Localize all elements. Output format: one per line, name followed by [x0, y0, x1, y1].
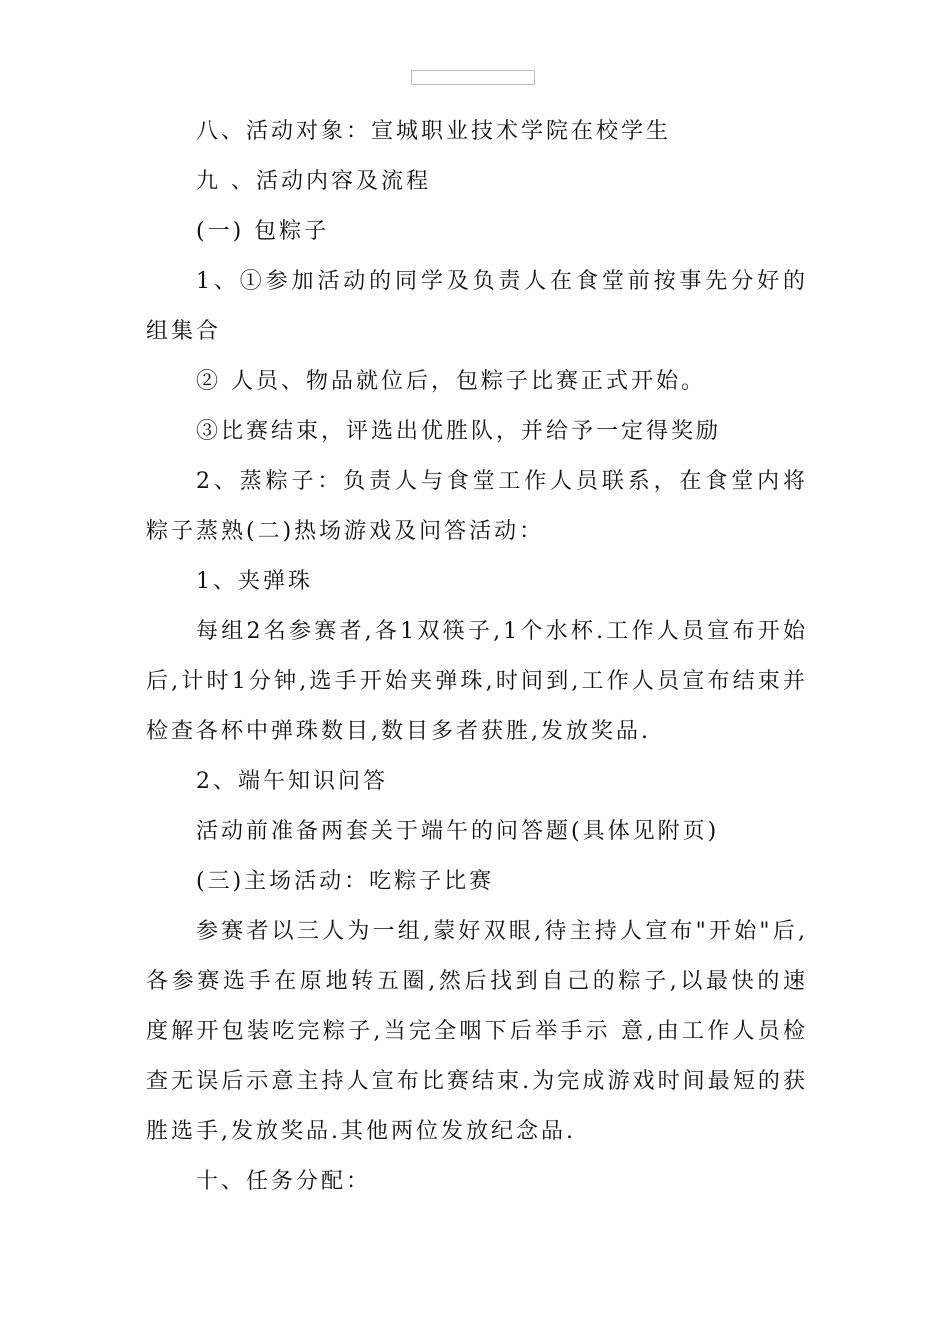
- subsection-one-heading: (一) 包粽子: [196, 219, 330, 244]
- paragraph: 活动前准备两套关于端午的问答题(具体见附页): [196, 819, 720, 844]
- paragraph: ② 人员、物品就位后，包粽子比赛正式开始。: [196, 369, 706, 394]
- paragraph: 参赛者以三人为一组,蒙好双眼,待主持人宣布"开始"后,各参赛选手在原地转五圈,然后找到自己的粽子,以最快的速度解开包装吃完粽子,当完全咽下后举手示 意,由工作人员检查无误后示意主持人宣布比赛结束.为完成游戏时间最短的获胜选手,发放奖品.其他两位发放纪念品.: [146, 919, 808, 1144]
- paragraph: 1、①参加活动的同学及负责人在食堂前按事先分好的组集合: [146, 269, 808, 344]
- paragraph: 每组2名参赛者,各1双筷子,1个水杯.工作人员宣布开始后,计时1分钟,选手开始夹弹珠,时间到,工作人员宣布结束并检查各杯中弹珠数目,数目多者获胜,发放奖品.: [146, 619, 808, 744]
- section-nine-heading: 九 、活动内容及流程: [196, 169, 431, 194]
- subsection-three-heading: (三)主场活动：吃粽子比赛: [196, 869, 495, 894]
- paragraph: ③比赛结束，评选出优胜队，并给予一定得奖励: [196, 419, 722, 444]
- item-heading: 2、端午知识问答: [196, 769, 388, 794]
- paragraph: 2、蒸粽子：负责人与食堂工作人员联系，在食堂内将粽子蒸熟(二)热场游戏及问答活动：: [146, 469, 808, 544]
- page-header-box: [411, 70, 535, 85]
- section-eight-heading: 八、活动对象：宣城职业技术学院在校学生: [196, 119, 672, 144]
- section-ten-heading: 十、任务分配：: [196, 1169, 372, 1194]
- item-heading: 1、夹弹珠: [196, 569, 313, 594]
- document-body: [146, 107, 808, 1207]
